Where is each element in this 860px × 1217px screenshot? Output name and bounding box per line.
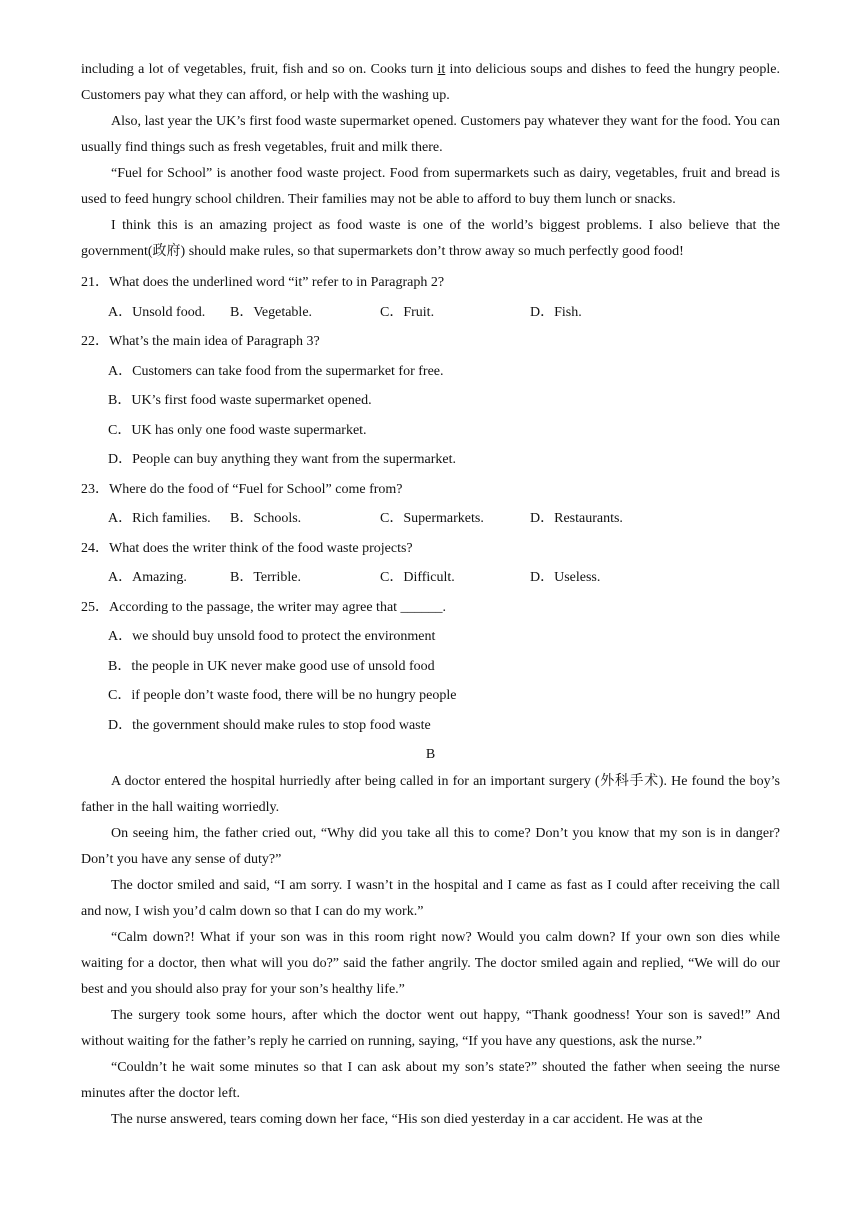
option-d[interactable]: D．Useless.: [530, 570, 601, 585]
question-23-stem: 23．Where do the food of “Fuel for School” come from?: [81, 481, 403, 497]
question-21-options: [81, 298, 780, 328]
passage-b-paragraph-7: The nurse answered, tears coming down her face, “His son died yesterday in a car accident. He was at the: [111, 1112, 703, 1127]
option-d[interactable]: D．Restaurants.: [530, 511, 623, 526]
passage-b-paragraph-2: On seeing him, the father cried out, “Why did you take all this to come? Don’t you know that my son is in danger? Don’t you have any sense of duty?”: [81, 826, 780, 867]
passage-b-paragraph-1: A doctor entered the hospital hurriedly after being called in for an important surgery (外科手术). He found the boy’s father in the hall waiting worriedly.: [81, 774, 780, 815]
underlined-word: it: [437, 62, 446, 77]
option-d[interactable]: D．People can buy anything they want from the supermarket.: [108, 452, 456, 467]
passage-a-paragraph-4: I think this is an amazing project as food waste is one of the world’s biggest problems. I also believe that the government(政府) should make rules, so that supermarkets don’t throw away so much perfectly good food!: [81, 218, 780, 259]
question-21-stem: 21．What does the underlined word “it” refer to in Paragraph 2?: [81, 275, 445, 290]
option-a[interactable]: A．we should buy unsold food to protect the environment: [108, 629, 436, 644]
option-c[interactable]: C．Fruit.: [380, 304, 435, 320]
option-a[interactable]: A．Rich families.: [108, 511, 211, 526]
option-c[interactable]: C．Supermarkets.: [380, 511, 484, 526]
option-a[interactable]: A．Customers can take food from the supermarket for free.: [108, 363, 444, 379]
option-c[interactable]: C．if people don’t waste food, there will be no hungry people: [108, 688, 457, 703]
paragraph-text: into delicious soups and dishes to feed the hungry people. Customers pay what they can afford, or help with the washing up.: [81, 62, 780, 103]
passage-b-paragraph-3: The doctor smiled and said, “I am sorry. I wasn’t in the hospital and I came as fast as I could after receiving the call and now, I wish you’d calm down so that I can do my work.”: [81, 878, 780, 919]
passage-a-paragraph-3: “Fuel for School” is another food waste project. Food from supermarkets such as dairy, vegetables, fruit and bread is used to feed hungry school children. Their families may not be able to afford to buy them lunch or snacks.: [81, 166, 780, 207]
option-d[interactable]: D．the government should make rules to stop food waste: [108, 717, 431, 733]
option-b[interactable]: B．Vegetable.: [230, 304, 313, 320]
section-heading: B: [425, 747, 436, 762]
option-d[interactable]: D．Fish.: [530, 304, 582, 320]
paragraph-text: including a lot of vegetables, fruit, fish and so on. Cooks turn: [81, 62, 438, 77]
option-a[interactable]: A．Amazing.: [108, 570, 187, 585]
question-23-options: [81, 504, 780, 534]
passage-a-paragraph-2: Also, last year the UK’s first food waste supermarket opened. Customers pay whatever they want for the food. You can usually find things such as fresh vegetables, fruit and milk there.: [81, 114, 780, 155]
document-page: [81, 57, 780, 1133]
option-c[interactable]: C．Difficult.: [380, 570, 455, 585]
option-a[interactable]: A．Unsold food.: [108, 304, 206, 320]
option-b[interactable]: B．UK’s first food waste supermarket opened.: [108, 393, 372, 408]
question-25-stem: 25．According to the passage, the writer may agree that ______.: [81, 599, 447, 615]
option-c[interactable]: C．UK has only one food waste supermarket.: [108, 422, 367, 438]
passage-b-paragraph-6: “Couldn’t he wait some minutes so that I can ask about my son’s state?” shouted the father when seeing the nurse minutes after the doctor left.: [81, 1060, 780, 1101]
question-22-stem: 22．What’s the main idea of Paragraph 3?: [81, 334, 320, 349]
passage-a-paragraph-1: [81, 57, 780, 109]
option-b[interactable]: B．Terrible.: [230, 570, 301, 585]
option-b[interactable]: B．Schools.: [230, 511, 302, 526]
passage-b-paragraph-4: “Calm down?! What if your son was in this room right now? Would you calm down? If your own son dies while waiting for a doctor, then what will you do?” said the father angrily. The doctor smiled again and replied, “We will do our best and you should also pray for your son’s healthy life.”: [81, 930, 780, 997]
question-24-options: [81, 563, 780, 593]
question-24-stem: 24．What does the writer think of the food waste projects?: [81, 540, 413, 556]
passage-b-paragraph-5: The surgery took some hours, after which the doctor went out happy, “Thank goodness! Your son is saved!” And without waiting for the father’s reply he carried on running, saying, “If you have any questions, ask the nurse.”: [81, 1008, 780, 1049]
option-b[interactable]: B．the people in UK never make good use of unsold food: [108, 658, 435, 674]
